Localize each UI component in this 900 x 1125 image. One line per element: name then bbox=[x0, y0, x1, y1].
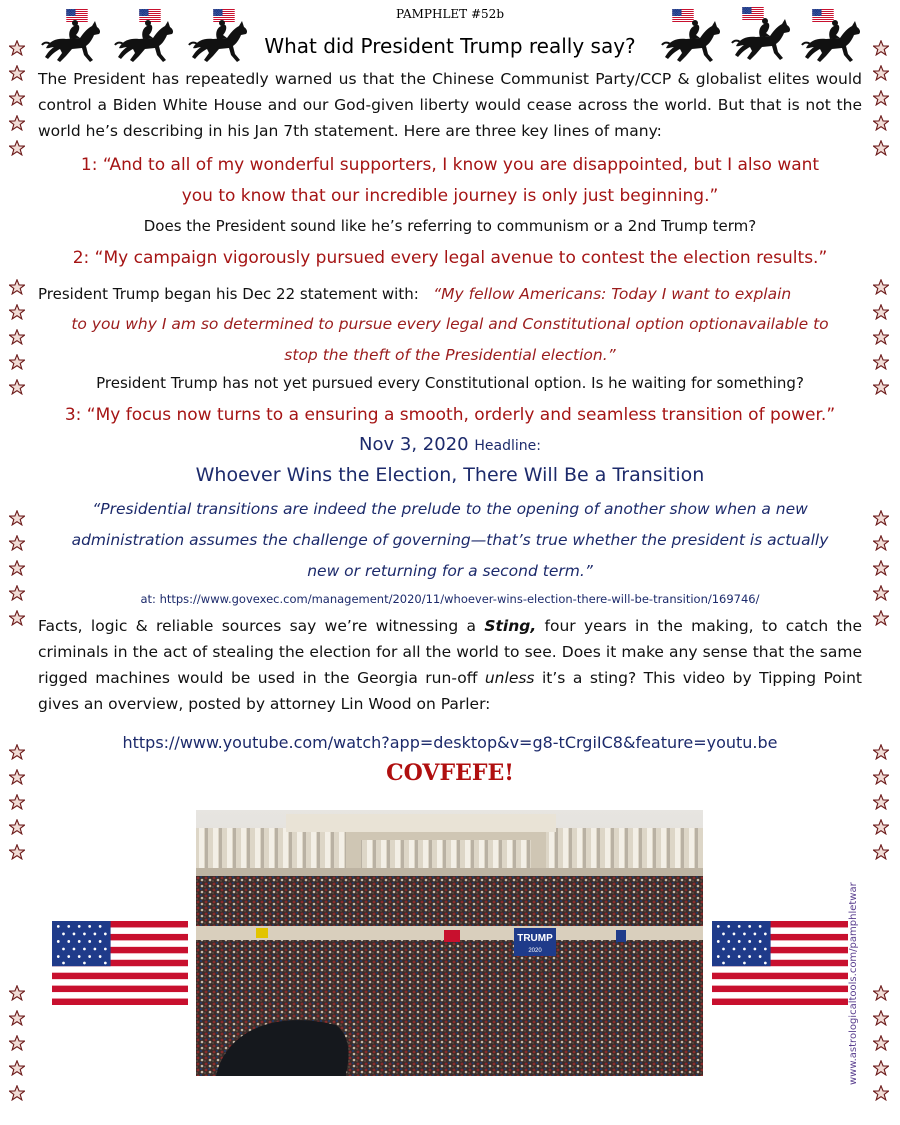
sting-part-3: it’s a sting? This video by Tipping Point gives an overview, posted by attorney Lin Wood on Parler: bbox=[38, 669, 862, 713]
headline-quote-line-3: new or returning for a second term.” bbox=[307, 562, 593, 580]
star-icon bbox=[873, 1035, 889, 1051]
quote-1-line-1: 1: “And to all of my wonderful supporters, I know you are disappointed, but I also want bbox=[80, 155, 820, 175]
dec22-quote-line-3: stop the theft of the Presidential election.” bbox=[284, 346, 616, 364]
dec22-statement-line-1 bbox=[38, 279, 868, 310]
star-icon bbox=[873, 1010, 889, 1026]
star-icon bbox=[9, 1060, 25, 1076]
star-icon bbox=[9, 279, 25, 295]
star-icon bbox=[9, 90, 25, 106]
star-icon bbox=[873, 90, 889, 106]
star-icon bbox=[873, 1060, 889, 1076]
headline-date-row bbox=[0, 434, 900, 455]
sting-part-1: Facts, logic & reliable sources say we’re witnessing a bbox=[38, 617, 477, 635]
headline-title: Whoever Wins the Election, There Will Be a Transition bbox=[195, 464, 705, 486]
star-icon bbox=[873, 610, 889, 626]
star-icon bbox=[873, 115, 889, 131]
sting-paragraph bbox=[38, 613, 862, 717]
video-link[interactable]: https://www.youtube.com/watch?app=desktop&v=g8-tCrgiIC8&feature=youtu.be bbox=[122, 733, 778, 752]
star-icon bbox=[873, 985, 889, 1001]
star-icon bbox=[873, 844, 889, 860]
page-title: What did President Trump really say? bbox=[264, 34, 636, 58]
question-1: Does the President sound like he’s referring to communism or a 2nd Trump term? bbox=[143, 217, 757, 235]
us-flag-icon bbox=[52, 921, 188, 1005]
intro-paragraph: The President has repeatedly warned us that the Chinese Communist Party/CCP & globalist elites would control a Biden White House and our God-given liberty would cease across the world. But that is not the world he’s describing in his Jan 7th statement. Here are three key lines of many: bbox=[38, 70, 862, 140]
star-icon bbox=[9, 1085, 25, 1101]
trump-banner-text: TRUMP bbox=[517, 933, 553, 944]
star-icon bbox=[9, 985, 25, 1001]
star-icon bbox=[9, 610, 25, 626]
quote-1-line-2: you to know that our incredible journey is only just beginning.” bbox=[181, 186, 719, 206]
star-icon bbox=[9, 794, 25, 810]
headline-date: Nov 3, 2020 bbox=[359, 434, 469, 455]
star-icon bbox=[873, 65, 889, 81]
star-icon bbox=[9, 65, 25, 81]
star-icon bbox=[873, 819, 889, 835]
star-icon bbox=[873, 40, 889, 56]
sting-word: Sting, bbox=[484, 617, 537, 635]
quote-3: 3: “My focus now turns to a ensuring a smooth, orderly and seamless transition of power.” bbox=[64, 405, 836, 425]
star-icon bbox=[873, 1085, 889, 1101]
pamphlet-number: PAMPHLET #52b bbox=[395, 7, 505, 21]
star-icon bbox=[9, 1035, 25, 1051]
dec22-quote-line-1: “My fellow Americans: Today I want to explain bbox=[433, 285, 792, 303]
unless-word: unless bbox=[484, 669, 535, 687]
us-flag-icon bbox=[712, 921, 848, 1005]
headline-quote-line-2: administration assumes the challenge of governing—that’s true whether the president is actually bbox=[71, 531, 829, 549]
vertical-site-url[interactable]: www.astrologicaltools.com/pamphletwar bbox=[848, 882, 859, 1085]
question-2: President Trump has not yet pursued every Constitutional option. Is he waiting for something? bbox=[96, 374, 804, 392]
star-icon bbox=[873, 279, 889, 295]
sting-part-2: four years in the making, to catch the criminals in the act of stealing the election for all the world to see. Does it make any sense that the same rigged machines would be used in the Georgia run-off bbox=[38, 617, 862, 687]
star-icon bbox=[9, 819, 25, 835]
trump-banner-year: 2020 bbox=[528, 948, 542, 954]
dec22-lead: President Trump began his Dec 22 statement with: bbox=[38, 285, 419, 303]
covfefe-heading: COVFEFE! bbox=[386, 760, 514, 786]
star-icon bbox=[873, 794, 889, 810]
star-icon bbox=[9, 1010, 25, 1026]
capitol-crowd-photo bbox=[196, 810, 703, 1076]
dec22-quote-line-2: to you why I am so determined to pursue every legal and Constitutional option optionavailable to bbox=[71, 315, 829, 333]
star-icon bbox=[9, 844, 25, 860]
quote-2: 2: “My campaign vigorously pursued every legal avenue to contest the election results.” bbox=[72, 248, 828, 268]
headline-label: Headline: bbox=[474, 438, 541, 454]
headline-source-link[interactable]: at: https://www.govexec.com/management/2020/11/whoever-wins-election-there-will-be-transition/169746/ bbox=[140, 592, 760, 606]
star-icon bbox=[9, 40, 25, 56]
headline-quote-line-1: “Presidential transitions are indeed the prelude to the opening of another show when a new bbox=[92, 500, 808, 518]
star-icon bbox=[9, 115, 25, 131]
